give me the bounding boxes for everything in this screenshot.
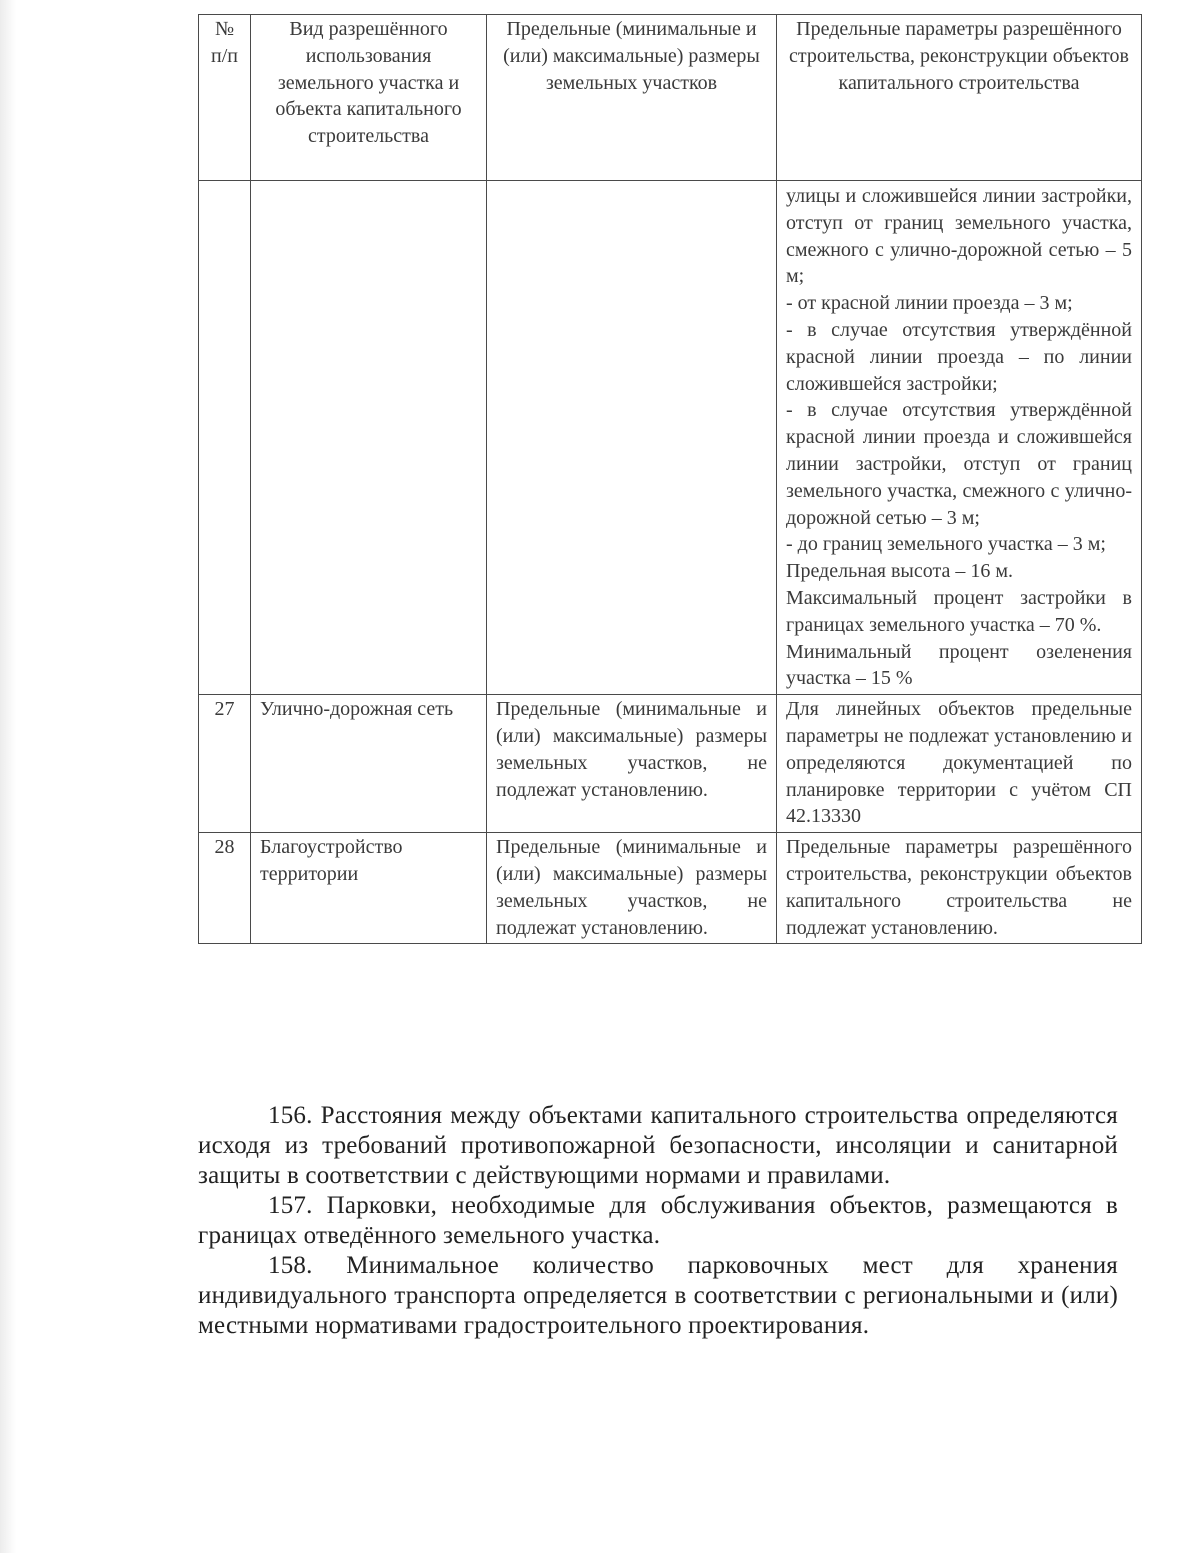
header-number: № п/п <box>199 15 251 181</box>
paragraph-156: 156. Расстояния между объектами капитального строительства определяются исходя из требований противопожарной безопасности, инсоляции и санитарной защиты в соответствии с действующими нормами и правилами. <box>198 1102 1118 1189</box>
param-line: - в случае отсутствия утверждённой красной линии проезда – по линии сложившейся застройки; <box>786 318 1132 395</box>
param-line: - до границ земельного участка – 3 м; <box>786 533 1106 556</box>
param-line: улицы и сложившейся линии застройки, отступ от границ земельного участка, смежного с улично-дорожной сетью – 5 м; <box>786 185 1132 288</box>
body-text <box>198 1101 1118 1341</box>
cell-plot-size: Предельные (минимальные и (или) максимальные) размеры земельных участков, не подлежат установлению. <box>487 695 777 833</box>
scan-edge-shadow <box>0 0 16 1553</box>
cell-number-empty <box>199 181 251 695</box>
cell-land-use-type: Улично-дорожная сеть <box>251 695 487 833</box>
cell-construction-params: Предельные параметры разрешённого строительства, реконструкции объектов капитального строительства не подлежат установлению. <box>777 833 1142 944</box>
cell-plot-size: Предельные (минимальные и (или) максимальные) размеры земельных участков, не подлежат установлению. <box>487 833 777 944</box>
regulations-table <box>198 14 1142 944</box>
cell-number: 28 <box>199 833 251 944</box>
header-land-use-type: Вид разрешённого использования земельного участка и объекта капитального строительства <box>251 15 487 181</box>
table-row <box>199 833 1142 944</box>
paragraph-157: 157. Парковки, необходимые для обслуживания объектов, размещаются в границах отведённого земельного участка. <box>198 1192 1118 1249</box>
param-line: Минимальный процент озеленения участка – 15 % <box>786 640 1132 690</box>
table-row <box>199 695 1142 833</box>
param-line: - в случае отсутствия утверждённой красной линии проезда и сложившейся линии застройки, отступ от границ земельного участка, смежного с улично-дорожной сетью – 3 м; <box>786 399 1132 529</box>
cell-continuation-params <box>777 181 1142 695</box>
paragraph-158: 158. Минимальное количество парковочных мест для хранения индивидуального транспорта определяется в соответствии с региональными и (или) местными нормативами градостроительного проектирования. <box>198 1252 1118 1339</box>
param-line: Предельная высота – 16 м. <box>786 560 1014 583</box>
cell-number: 27 <box>199 695 251 833</box>
cell-size-empty <box>487 181 777 695</box>
param-line: Максимальный процент застройки в границах земельного участка – 70 %. <box>786 586 1132 636</box>
param-line: - от красной линии проезда – 3 м; <box>786 292 1073 315</box>
table-row-continuation <box>199 181 1142 695</box>
header-construction-parameters: Предельные параметры разрешённого строительства, реконструкции объектов капитального строительства <box>777 15 1142 181</box>
cell-construction-params: Для линейных объектов предельные параметры не подлежат установлению и определяются документацией по планировке территории с учётом СП 42.13330 <box>777 695 1142 833</box>
table-header-row <box>199 15 1142 181</box>
cell-type-empty <box>251 181 487 695</box>
cell-land-use-type: Благоустройство территории <box>251 833 487 944</box>
header-plot-size-limits: Предельные (минимальные и (или) максимальные) размеры земельных участков <box>487 15 777 181</box>
